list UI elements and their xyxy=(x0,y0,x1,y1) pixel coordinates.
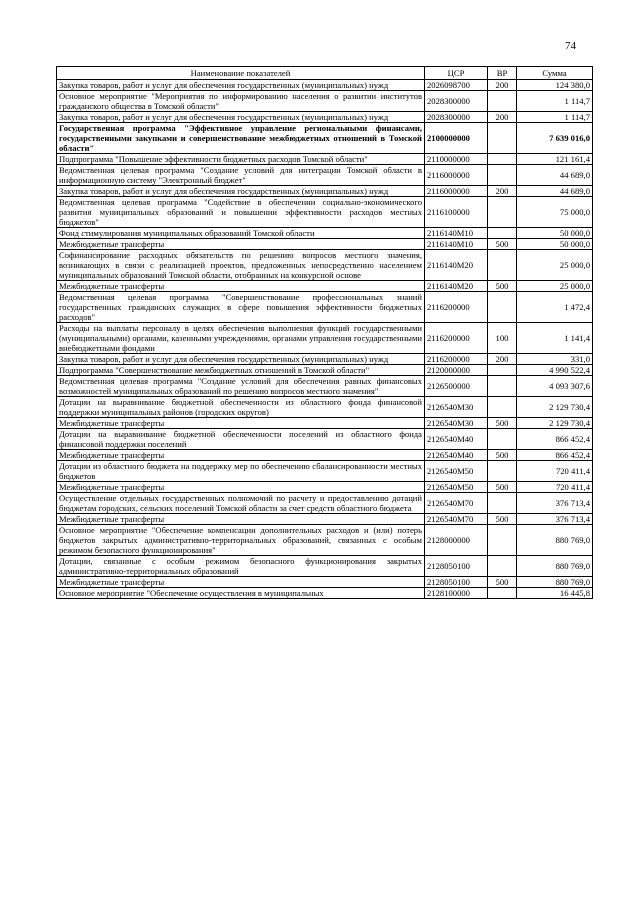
cell-vr: 200 xyxy=(488,112,517,123)
cell-vr xyxy=(488,556,517,577)
cell-name: Подпрограмма "Повышение эффективности бюджетных расходов Томской области" xyxy=(57,154,425,165)
cell-vr xyxy=(488,429,517,450)
cell-vr xyxy=(488,493,517,514)
cell-vr xyxy=(488,365,517,376)
cell-csr: 2128000000 xyxy=(425,525,488,556)
table-row xyxy=(57,154,593,165)
table-row xyxy=(57,123,593,154)
cell-sum: 720 411,4 xyxy=(517,482,593,493)
cell-sum: 1 472,4 xyxy=(517,292,593,323)
cell-vr: 100 xyxy=(488,323,517,354)
cell-sum: 880 769,0 xyxy=(517,577,593,588)
cell-vr: 200 xyxy=(488,80,517,91)
cell-name: Дотации, связанные с особым режимом безопасного функционирования закрытых административно-территориальных образований xyxy=(57,556,425,577)
cell-csr: 2120000000 xyxy=(425,365,488,376)
table-row xyxy=(57,418,593,429)
cell-name: Закупка товаров, работ и услуг для обеспечения государственных (муниципальных) нужд xyxy=(57,80,425,91)
cell-vr xyxy=(488,250,517,281)
table-row xyxy=(57,461,593,482)
cell-csr: 2126540М50 xyxy=(425,461,488,482)
cell-sum: 121 161,4 xyxy=(517,154,593,165)
cell-name: Государственная программа "Эффективное управление региональными финансами, государственными закупками и совершенствование межбюджетных отношений в Томской области" xyxy=(57,123,425,154)
cell-csr: 2116000000 xyxy=(425,165,488,186)
table-row xyxy=(57,165,593,186)
header-vr: ВР xyxy=(488,67,517,80)
cell-name: Межбюджетные трансферты xyxy=(57,450,425,461)
cell-sum: 376 713,4 xyxy=(517,514,593,525)
cell-csr: 2116000000 xyxy=(425,186,488,197)
table-row xyxy=(57,197,593,228)
cell-vr xyxy=(488,376,517,397)
table-row xyxy=(57,91,593,112)
table-row xyxy=(57,186,593,197)
cell-sum: 7 639 016,0 xyxy=(517,123,593,154)
cell-name: Ведомственная целевая программа "Создание условий для обеспечения равных финансовых возможностей муниципальных образований по решению вопросов местного значения" xyxy=(57,376,425,397)
cell-sum: 866 452,4 xyxy=(517,429,593,450)
cell-csr: 2126540М40 xyxy=(425,429,488,450)
table-row xyxy=(57,482,593,493)
cell-vr xyxy=(488,154,517,165)
table-row xyxy=(57,80,593,91)
cell-sum: 376 713,4 xyxy=(517,493,593,514)
cell-csr: 2126540М70 xyxy=(425,493,488,514)
cell-vr: 500 xyxy=(488,281,517,292)
cell-sum: 50 000,0 xyxy=(517,239,593,250)
table-row xyxy=(57,556,593,577)
cell-csr: 2126540М70 xyxy=(425,514,488,525)
cell-name: Закупка товаров, работ и услуг для обеспечения государственных (муниципальных) нужд xyxy=(57,186,425,197)
cell-csr: 2116200000 xyxy=(425,292,488,323)
cell-sum: 124 380,0 xyxy=(517,80,593,91)
cell-name: Ведомственная целевая программа "Совершенствование профессиональных знаний государственных гражданских служащих в сфере повышения эффективности бюджетных расходов" xyxy=(57,292,425,323)
cell-vr xyxy=(488,588,517,599)
cell-csr: 2116140М10 xyxy=(425,228,488,239)
cell-csr: 2116140М20 xyxy=(425,250,488,281)
cell-sum: 880 769,0 xyxy=(517,525,593,556)
cell-csr: 2110000000 xyxy=(425,154,488,165)
cell-vr xyxy=(488,91,517,112)
cell-sum: 25 000,0 xyxy=(517,281,593,292)
cell-csr: 2116200000 xyxy=(425,323,488,354)
cell-csr: 2128050100 xyxy=(425,556,488,577)
cell-csr: 2126540М30 xyxy=(425,418,488,429)
table-row xyxy=(57,250,593,281)
cell-csr: 2128050100 xyxy=(425,577,488,588)
cell-sum: 1 114,7 xyxy=(517,112,593,123)
cell-sum: 44 689,0 xyxy=(517,165,593,186)
cell-csr: 2028300000 xyxy=(425,91,488,112)
cell-name: Осуществление отдельных государственных полномочий по расчету и предоставлению дотаций бюджетам городских, сельских поселений Томской области за счет средств областного бюджета xyxy=(57,493,425,514)
cell-vr: 500 xyxy=(488,482,517,493)
cell-name: Подпрограмма "Совершенствование межбюджетных отношений в Томской области" xyxy=(57,365,425,376)
cell-vr: 500 xyxy=(488,514,517,525)
cell-sum: 4 093 307,6 xyxy=(517,376,593,397)
cell-vr xyxy=(488,197,517,228)
table-row xyxy=(57,514,593,525)
cell-sum: 880 769,0 xyxy=(517,556,593,577)
table-row xyxy=(57,525,593,556)
table-row xyxy=(57,228,593,239)
table-row xyxy=(57,376,593,397)
cell-vr xyxy=(488,397,517,418)
cell-vr xyxy=(488,165,517,186)
cell-name: Фонд стимулирования муниципальных образований Томской области xyxy=(57,228,425,239)
cell-sum: 331,0 xyxy=(517,354,593,365)
cell-name: Дотации на выравнивание бюджетной обеспеченности из областного фонда финансовой поддержки муниципальных районов (городских округов) xyxy=(57,397,425,418)
cell-csr: 2028300000 xyxy=(425,112,488,123)
cell-sum: 1 114,7 xyxy=(517,91,593,112)
header-name: Наименование показателей xyxy=(57,67,425,80)
cell-csr: 2126540М30 xyxy=(425,397,488,418)
header-sum: Сумма xyxy=(517,67,593,80)
cell-name: Основное мероприятие "Мероприятия по информированию населения о развитии институтов гражданского общества в Томской области" xyxy=(57,91,425,112)
cell-name: Закупка товаров, работ и услуг для обеспечения государственных (муниципальных) нужд xyxy=(57,112,425,123)
cell-csr: 2026098700 xyxy=(425,80,488,91)
cell-sum: 720 411,4 xyxy=(517,461,593,482)
table-row xyxy=(57,239,593,250)
table-row xyxy=(57,112,593,123)
cell-vr xyxy=(488,228,517,239)
cell-sum: 25 000,0 xyxy=(517,250,593,281)
cell-name: Межбюджетные трансферты xyxy=(57,418,425,429)
cell-sum: 2 129 730,4 xyxy=(517,397,593,418)
cell-csr: 2126540М40 xyxy=(425,450,488,461)
cell-vr: 500 xyxy=(488,577,517,588)
cell-name: Межбюджетные трансферты xyxy=(57,482,425,493)
cell-vr xyxy=(488,292,517,323)
cell-sum: 866 452,4 xyxy=(517,450,593,461)
cell-sum: 1 141,4 xyxy=(517,323,593,354)
cell-csr: 2126500000 xyxy=(425,376,488,397)
cell-name: Софинансирование расходных обязательств по решению вопросов местного значения, возникающих в связи с реализацией проектов, предложенных непосредственно населением муниципальных образований Томской области, отобранных на конкурсной основе xyxy=(57,250,425,281)
cell-name: Межбюджетные трансферты xyxy=(57,577,425,588)
table-header-row xyxy=(57,67,593,80)
cell-name: Дотации из областного бюджета на поддержку мер по обеспечению сбалансированности местных бюджетов xyxy=(57,461,425,482)
cell-name: Ведомственная целевая программа "Создание условий для интеграции Томской области в информационную систему "Электронный бюджет" xyxy=(57,165,425,186)
table-row xyxy=(57,292,593,323)
cell-vr xyxy=(488,461,517,482)
cell-csr: 2116200000 xyxy=(425,354,488,365)
table-row xyxy=(57,429,593,450)
cell-csr: 2128100000 xyxy=(425,588,488,599)
cell-name: Основное мероприятие "Обеспечение компенсации дополнительных расходов и (или) потерь бюджетов закрытых административно-территориальных образований, связанных с особым режимом безопасного функционирования" xyxy=(57,525,425,556)
table-row xyxy=(57,493,593,514)
cell-name: Закупка товаров, работ и услуг для обеспечения государственных (муниципальных) нужд xyxy=(57,354,425,365)
cell-csr: 2116140М20 xyxy=(425,281,488,292)
cell-vr: 500 xyxy=(488,418,517,429)
cell-sum: 4 990 522,4 xyxy=(517,365,593,376)
cell-csr: 2126540М50 xyxy=(425,482,488,493)
table-row xyxy=(57,365,593,376)
table-row xyxy=(57,323,593,354)
table-row xyxy=(57,588,593,599)
cell-csr: 2116100000 xyxy=(425,197,488,228)
cell-name: Расходы на выплаты персоналу в целях обеспечения выполнения функций государственными (муниципальными) органами, казенными учреждениями, органами управления государственными внебюджетными фондами xyxy=(57,323,425,354)
cell-sum: 44 689,0 xyxy=(517,186,593,197)
table-body xyxy=(57,80,593,599)
budget-table xyxy=(56,66,593,599)
cell-name: Ведомственная целевая программа "Содействие в обеспечении социально-экономического развития муниципальных образований и повышении эффективности расходов местных бюджетов" xyxy=(57,197,425,228)
cell-vr: 200 xyxy=(488,186,517,197)
cell-name: Межбюджетные трансферты xyxy=(57,281,425,292)
cell-sum: 50 000,0 xyxy=(517,228,593,239)
cell-sum: 75 000,0 xyxy=(517,197,593,228)
table-row xyxy=(57,450,593,461)
cell-vr xyxy=(488,123,517,154)
cell-vr: 500 xyxy=(488,450,517,461)
cell-name: Межбюджетные трансферты xyxy=(57,239,425,250)
table-row xyxy=(57,281,593,292)
cell-vr: 500 xyxy=(488,239,517,250)
cell-name: Основное мероприятие "Обеспечение осуществления в муниципальных xyxy=(57,588,425,599)
cell-vr xyxy=(488,525,517,556)
table-row xyxy=(57,354,593,365)
cell-name: Межбюджетные трансферты xyxy=(57,514,425,525)
cell-vr: 200 xyxy=(488,354,517,365)
cell-name: Дотации на выравнивание бюджетной обеспеченности поселений из областного фонда финансовой поддержки поселений xyxy=(57,429,425,450)
cell-sum: 2 129 730,4 xyxy=(517,418,593,429)
cell-sum: 16 445,8 xyxy=(517,588,593,599)
table-row xyxy=(57,397,593,418)
table-row xyxy=(57,577,593,588)
page-number: 74 xyxy=(565,40,576,52)
header-csr: ЦСР xyxy=(425,67,488,80)
cell-csr: 2116140М10 xyxy=(425,239,488,250)
cell-csr: 2100000000 xyxy=(425,123,488,154)
